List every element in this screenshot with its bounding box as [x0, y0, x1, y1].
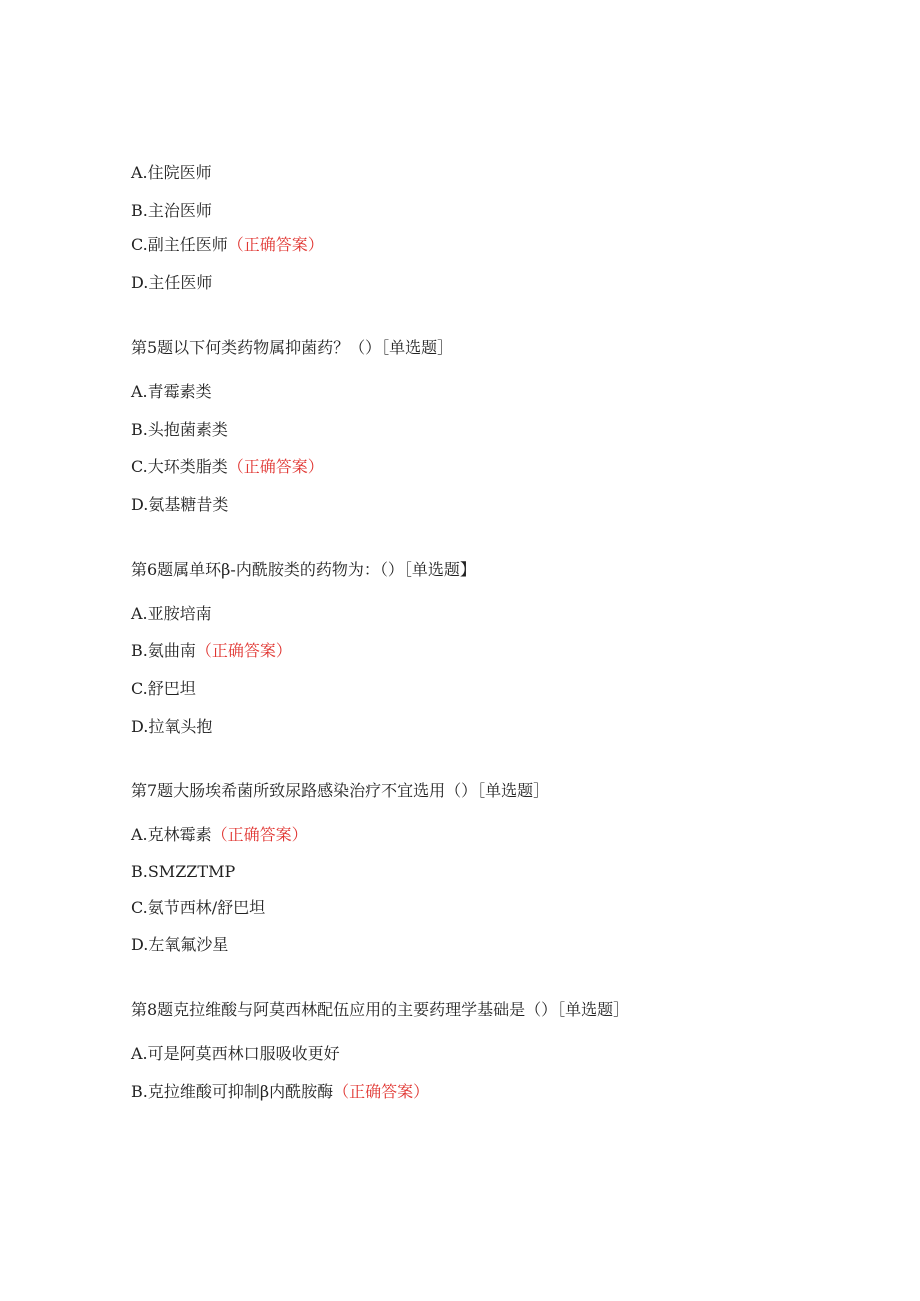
- q6-option-c: C.舒巴坦: [131, 679, 196, 698]
- correct-answer-mark: （正确答案）: [211, 825, 308, 844]
- q8-title: 第8题克拉维酸与阿莫西林配伍应用的主要药理学基础是（）［单选题］: [131, 1000, 630, 1019]
- q6-option-d: D.拉氧头抱: [131, 717, 213, 736]
- correct-answer-mark: （正确答案）: [227, 235, 324, 254]
- correct-answer-mark: （正确答案）: [333, 1082, 430, 1101]
- q5-option-d: D.氨基糖昔类: [131, 495, 229, 514]
- q4-option-a: A.住院医师: [131, 163, 212, 182]
- q7-option-a: A.克林霉素（正确答案）: [131, 825, 308, 844]
- q7-title: 第7题大肠埃希菌所致尿路感染治疗不宜选用（）［单选题］: [131, 781, 550, 800]
- q5-option-c: C.大环类脂类（正确答案）: [131, 457, 324, 476]
- q7-option-c: C.氨节西林/舒巴坦: [131, 898, 266, 917]
- q4-option-d: D.主任医师: [131, 273, 213, 292]
- q8-option-b: B.克拉维酸可抑制β内酰胺酶（正确答案）: [131, 1082, 430, 1101]
- q7-option-d: D.左氧氟沙星: [131, 935, 229, 954]
- q7-option-b: B.SMZZTMP: [131, 862, 236, 881]
- q5-option-b: B.头抱菌素类: [131, 420, 228, 439]
- correct-answer-mark: （正确答案）: [227, 457, 324, 476]
- q4-option-b: B.主治医师: [131, 201, 212, 220]
- q8-option-a: A.可是阿莫西林口服吸收更好: [131, 1044, 340, 1063]
- q6-option-a: A.亚胺培南: [131, 604, 212, 623]
- q6-title: 第6题属单环β-内酰胺类的药物为：（）［单选题】: [131, 560, 476, 579]
- q6-option-b: B.氨曲南（正确答案）: [131, 641, 292, 660]
- q5-title: 第5题以下何类药物属抑菌药？（）［单选题］: [131, 338, 454, 357]
- q5-option-a: A.青霉素类: [131, 382, 212, 401]
- correct-answer-mark: （正确答案）: [195, 641, 292, 660]
- q4-option-c: C.副主任医师（正确答案）: [131, 235, 324, 254]
